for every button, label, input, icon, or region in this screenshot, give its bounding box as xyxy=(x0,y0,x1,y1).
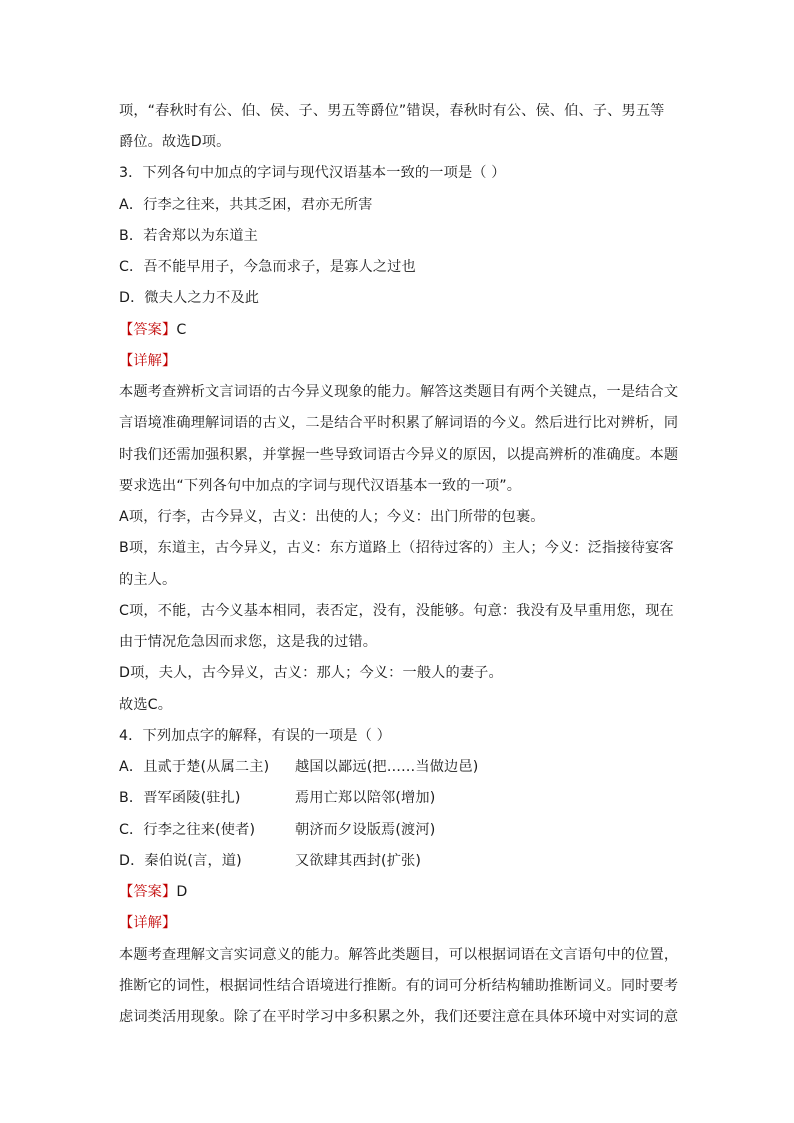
option-a: A．行李之往来，共其乏困，君亦无所害 xyxy=(119,197,373,213)
answer-value: D xyxy=(176,884,188,900)
text-line: C项，不能，古今义基本相同，表否定，没有，没能够。句意：我没有及早重用您，现在 xyxy=(119,603,674,619)
q4-option-a xyxy=(119,757,679,777)
q4-option-b xyxy=(119,788,679,808)
text-line: 故选C。 xyxy=(119,697,173,713)
detail-line xyxy=(119,913,679,933)
text-line: 言语境准确理解词语的古义，二是结合平时积累了解词语的今义。然后进行比对辨析，同 xyxy=(119,415,679,431)
question-3: 3．下列各句中加点的字词与现代汉语基本一致的一项是（ ） xyxy=(119,165,506,181)
option-d: D．微夫人之力不及此 xyxy=(119,290,260,306)
option-c: C．吾不能早用子，今急而求子，是寡人之过也 xyxy=(119,259,416,275)
q4-option-left: B．晋军函陵(驻扎) xyxy=(119,790,241,806)
text-line: 虑词类活用现象。除了在平时学习中多积累之外，我们还要注意在具体环境中对实词的意 xyxy=(119,1009,679,1025)
text-line: 要求选出“下列各句中加点的字词与现代汉语基本一致的一项”。 xyxy=(119,478,522,494)
text-line: 本题考查理解文言实词意义的能力。解答此类题目，可以根据词语在文言语句中的位置， xyxy=(119,947,679,963)
detail-tag: 【详解】 xyxy=(119,353,177,369)
option-b: B．若舍郑以为东道主 xyxy=(119,228,258,244)
q4-option-right: 朝济而夕设版焉(渡河) xyxy=(295,822,436,838)
q4-option-right: 又欲肆其西封(扩张) xyxy=(295,853,422,869)
text-line: 由于情况危急因而求您，这是我的过错。 xyxy=(119,634,378,650)
q4-option-right: 越国以鄙远(把……当做边邑) xyxy=(295,759,479,775)
text-line: B项，东道主，古今异义，古义：东方道路上（招待过客的）主人；今义：泛指接待宴客 xyxy=(119,540,674,556)
q4-option-left: A．且贰于楚(从属二主) xyxy=(119,759,270,775)
text-line: 项，“春秋时有公、伯、侯、子、男五等爵位”错误，春秋时有公、侯、伯、子、男五等 xyxy=(119,103,665,119)
text-line: 时我们还需加强积累，并掌握一些导致词语古今异义的原因，以提高辨析的准确度。本题 xyxy=(119,447,679,463)
q4-option-left: C．行李之往来(使者) xyxy=(119,822,256,838)
text-line: 的主人。 xyxy=(119,572,177,588)
answer-tag: 【答案】 xyxy=(119,884,177,900)
text-line: D项，夫人，古今异义，古义：那人；今义：一般人的妻子。 xyxy=(119,665,503,681)
text-line: 本题考查辨析文言词语的古今异义现象的能力。解答这类题目有两个关键点，一是结合文 xyxy=(119,384,679,400)
text-line: 爵位。故选D项。 xyxy=(119,134,231,150)
text-line: A项，行李，古今异义，古义：出使的人；今义：出门所带的包裹。 xyxy=(119,509,545,525)
answer-value: C xyxy=(176,322,187,338)
q4-option-d xyxy=(119,851,679,871)
q4-option-right: 焉用亡郑以陪邻(增加) xyxy=(295,790,436,806)
answer-line xyxy=(119,882,679,902)
answer-line xyxy=(119,320,679,340)
detail-line xyxy=(119,351,679,371)
q4-option-left: D．秦伯说(言，道) xyxy=(119,853,242,869)
question-4: 4．下列加点字的解释，有误的一项是（ ） xyxy=(119,728,391,744)
detail-tag: 【详解】 xyxy=(119,915,177,931)
answer-tag: 【答案】 xyxy=(119,322,177,338)
q4-option-c xyxy=(119,820,679,840)
text-line: 推断它的词性，根据词性结合语境进行推断。有的词可分析结构辅助推断词义。同时要考 xyxy=(119,978,679,994)
